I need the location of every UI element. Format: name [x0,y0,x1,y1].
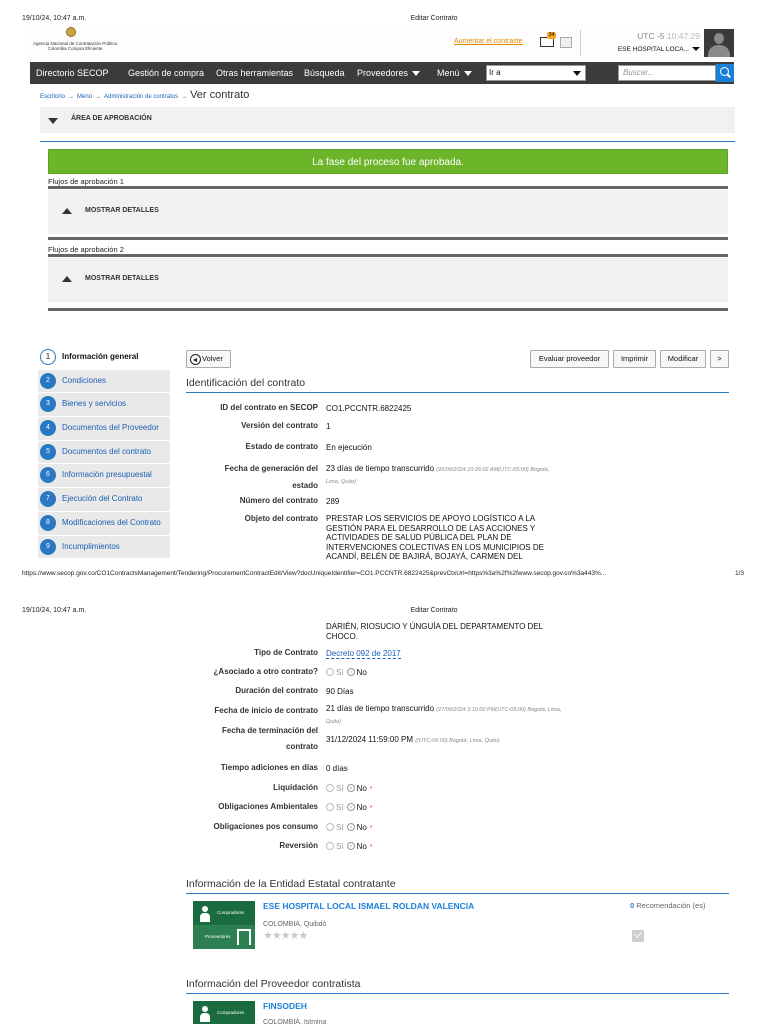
step-label: Información presupuestal [62,470,152,480]
chevron-down-icon [692,47,700,51]
field-label-line: Fecha de generación del [224,464,318,473]
nav-gestion[interactable]: Gestión de compra [128,68,205,78]
field-label: Versión del contrato [241,421,318,430]
recommendation-count [630,901,705,910]
caret-down-icon [412,71,420,76]
main-nav [30,62,734,84]
go-to-select[interactable] [486,65,586,81]
nav-proveedores[interactable] [357,62,432,84]
top-bar [30,27,734,59]
breadcrumb-arrow: → [95,94,102,100]
agency-logo[interactable] [30,27,120,59]
entity-selector[interactable] [590,46,700,53]
environmental-radio-group [326,803,566,814]
step-documentos-proveedor[interactable] [38,417,170,441]
contract-object-value-continued: DARIÉN, RIOSUCIO Y ÚNGUÍA DEL DEPARTAMENTO DEL CHOCO. [326,622,543,641]
step-number: 5 [40,444,56,460]
approval-area-toggle[interactable] [40,107,735,133]
nav-otras-herramientas[interactable]: Otras herramientas [216,68,294,78]
radio-yes-label: Sí [336,823,344,832]
search-input[interactable]: Buscar... [618,65,716,81]
document-icon[interactable] [560,37,572,48]
required-marker: * [369,786,373,793]
approval-flow-1-label: Flujos de aprobación 1 [48,177,124,186]
radio-no[interactable] [347,784,355,792]
radio-no[interactable] [347,668,355,676]
step-number: 7 [40,491,56,507]
print-title: Editar Contrato [410,607,458,614]
end-date-row [186,723,736,755]
radio-yes-label: Sí [336,668,344,677]
divider [186,993,729,994]
duration-value: 90 Días [326,687,354,696]
print-datetime: 19/10/24, 10:47 a.m. [22,607,87,614]
radio-yes[interactable] [326,823,334,831]
step-documentos-contrato[interactable] [38,441,170,465]
recommendation-number: 0 [630,901,635,910]
step-number: 1 [40,349,56,365]
field-label: Estado de contrato [245,442,318,451]
divider [48,237,728,240]
step-label: Condiciones [62,375,107,385]
contract-id-value: CO1.PCCNTR.6822425 [326,404,412,413]
step-label: Información general [62,352,139,361]
step-number: 9 [40,539,56,555]
show-details-label: MOSTRAR DETALLES [85,275,159,282]
field-label: ¿Asociado a otro contrato? [213,667,318,676]
entity-section-title: Información de la Entidad Estatal contratante [186,878,396,890]
buyers-label: Compradores [193,901,255,925]
recommendation-label: Recomendación (es) [636,901,706,910]
person-icon [199,1006,211,1022]
field-label: Obligaciones Ambientales [218,802,318,811]
contract-state-value: En ejecución [326,443,372,452]
supplier-location: COLOMBIA, Istmina [263,1019,327,1024]
mail-count-badge: 34 [548,32,555,38]
divider [40,141,735,142]
field-label-line: estado [292,481,318,490]
field-label: Número del contrato [239,496,318,505]
radio-no-label: No [356,784,367,793]
step-label: Ejecución del Contrato [62,494,143,504]
step-number: 3 [40,396,56,412]
nav-proveedores-label: Proveedores [357,68,409,78]
divider [580,30,581,56]
divider [186,392,729,393]
end-date-text: 31/12/2024 11:59:00 PM [326,735,414,744]
step-number: 4 [40,420,56,436]
reversion-radio-group [326,842,566,853]
buyers-label: Compradores [193,1001,255,1024]
print-url: https://www.secop.gov.co/CO1ContractsManagement/Tendering/ProcurementContractEdit/View?docUniqueIdentifier=CO1.PCCNTR.6822425&prevCtxUrl=https%3a%2f%2fwww.secop.gov.co%3a443%... [22,570,607,577]
contract-section-title: Identificación del contrato [186,377,306,389]
nav-menu-label: Menú [437,68,460,78]
print-page-number: 1/3 [734,570,744,577]
radio-yes[interactable] [326,668,334,676]
divider [48,186,728,189]
back-arrow-icon [190,354,201,365]
radio-yes[interactable] [326,842,334,850]
utc-label: UTC -5 [637,31,665,41]
back-label: Volver [202,354,223,363]
step-label: Documentos del Proveedor [62,423,159,433]
end-date-value [326,735,566,747]
supplier-section-title: Información del Proveedor contratista [186,978,361,990]
timestamp-subtext: (26/09/2024 10:26:02 AM(UTC-05:00) Bogotá, Lima, Quito) [326,467,550,485]
step-number: 6 [40,467,56,483]
step-label: Incumplimientos [62,541,120,551]
utc-time: 10:47:29 [666,31,700,41]
show-details-label: MOSTRAR DETALLES [85,207,159,214]
step-informacion-presupuestal[interactable] [38,464,170,488]
radio-no[interactable] [347,823,355,831]
checkbox-icon[interactable] [632,930,644,942]
breadcrumb-menu[interactable]: Menú [77,94,93,100]
caret-down-icon [573,71,581,76]
timestamp-subtext: (27/09/2024 3:10:00 PM(UTC-05:00) Bogotá, Lima, Quito) [326,707,562,725]
caret-up-icon [62,276,72,282]
step-condiciones[interactable] [38,370,170,394]
logo-text: Agencia Nacional de Contratación Pública Colombia Compra Eficiente [32,41,118,51]
mail-icon[interactable] [540,32,555,47]
radio-no-label: No [356,668,367,677]
step-sidebar [38,346,170,559]
breadcrumb-admin-contratos[interactable]: Administración de contratos [104,94,179,100]
utc-clock [590,31,700,41]
breadcrumb [40,89,249,101]
page-title: Ver contrato [190,89,250,101]
radio-yes[interactable] [326,784,334,792]
step-ejecucion-contrato[interactable] [38,488,170,512]
step-modificaciones-contrato[interactable] [38,512,170,536]
field-label [186,723,318,755]
generation-date-row [186,460,736,490]
field-label: Tipo de Contrato [254,648,318,657]
print-button[interactable]: Imprimir [613,350,656,368]
step-bienes-servicios[interactable] [38,393,170,417]
contract-type-value [326,649,566,659]
field-label: Obligaciones pos consumo [213,822,318,831]
approval-flow-2-label: Flujos de aprobación 2 [48,245,124,254]
radio-no[interactable] [347,842,355,850]
field-label: Liquidación [273,783,318,792]
radio-yes-label: Sí [336,784,344,793]
nav-menu[interactable] [437,62,485,84]
print-header [0,607,768,621]
radio-no[interactable] [347,803,355,811]
radio-no-label: No [356,803,367,812]
divider [48,254,728,257]
contract-version-value: 1 [326,422,331,431]
radio-yes-label: Sí [336,803,344,812]
required-marker: * [369,844,373,851]
additions-value: 0 días [326,764,348,773]
elapsed-text: 23 días de tiempo transcurrido [326,464,435,473]
contract-object-value: PRESTAR LOS SERVICIOS DE APOYO LOGÍSTICO A LA GESTIÓN PARA EL DESARROLLO DE LAS ACCIONES Y ACTIVIDADES DE SALUD PÚBLICA DEL PLAN DE INTERVENCIONES COLECTIVAS EN LOS MUNICIPIOS DE ACANDÍ, BELÉN DE BAJIRÁ, BOJAYÁ, CARMEN DEL [326,514,544,561]
suppliers-label: Proveedores [193,925,255,949]
radio-yes-label: Sí [336,842,344,851]
breadcrumb-arrow: → [181,94,188,100]
associated-radio-group [326,668,566,678]
radio-no-label: No [356,842,367,851]
house-icon [237,929,251,945]
step-label: Bienes y servicios [62,399,127,409]
breadcrumb-escritorio[interactable]: Escritorio [40,94,66,100]
divider [48,308,728,311]
radio-yes[interactable] [326,803,334,811]
contract-type-link[interactable]: Decreto 092 de 2017 [326,649,401,658]
caret-up-icon [62,208,72,214]
more-button[interactable]: > [710,350,729,368]
radio-no-label: No [356,823,367,832]
field-label [186,460,318,494]
step-incumplimientos[interactable] [38,536,170,560]
field-label: ID del contrato en SECOP [220,403,318,412]
evaluate-supplier-button[interactable]: Evaluar proveedor [530,350,609,368]
divider [186,893,729,894]
coat-of-arms-icon [66,27,76,37]
required-marker: * [369,805,373,812]
timezone-subtext: ((UTC-05:00) Bogotá, Lima, Quito) [415,738,500,744]
approval-flow-2-toggle[interactable] [48,258,728,302]
elapsed-text: 21 días de tiempo transcurrido [326,704,435,713]
go-to-value: Ir a [489,68,501,77]
step-informacion-general[interactable] [38,346,170,370]
entity-location: COLOMBIA, Quibdó [263,921,327,928]
supplier-profile-image [193,1001,255,1024]
field-label: Objeto del contrato [244,514,318,523]
step-number: 8 [40,515,56,531]
required-marker: * [369,825,373,832]
step-number: 2 [40,373,56,389]
approval-flow-1-toggle[interactable] [48,190,728,234]
avatar[interactable] [704,29,734,57]
field-label: Duración del contrato [235,686,318,695]
nav-directorio[interactable]: Directorio SECOP [36,68,109,78]
step-label: Modificaciones del Contrato [62,517,161,527]
contract-number-value: 289 [326,497,340,506]
entity-name: ESE HOSPITAL LOCA... [617,46,689,53]
field-label: Tiempo adiciones en días [220,763,318,772]
field-label: Fecha de inicio de contrato [214,706,318,715]
post-consumption-radio-group [326,823,566,834]
caret-down-icon [48,118,58,124]
modify-button[interactable]: Modificar [660,350,706,368]
phase-approved-banner: La fase del proceso fue aprobada. [48,149,728,174]
liquidation-radio-group [326,784,566,795]
field-label-line: contrato [286,742,318,751]
print-datetime: 19/10/24, 10:47 a.m. [22,15,87,22]
field-label: Reversión [279,841,318,850]
back-button[interactable] [186,350,231,368]
nav-busqueda[interactable]: Búsqueda [304,68,345,78]
step-label: Documentos del contrato [62,446,151,456]
rating-stars-icon: ★★★★★ [263,930,308,942]
print-title: Editar Contrato [410,15,458,22]
generation-date-value [326,464,556,487]
field-label-line: Fecha de terminación del [221,726,318,735]
caret-down-icon [464,71,472,76]
breadcrumb-arrow: → [68,94,75,100]
entity-profile-image [193,901,255,949]
increase-contrast-link[interactable]: Aumentar el contraste [454,38,523,45]
search-icon[interactable] [716,64,734,82]
supplier-name-link[interactable]: FINSODEH [263,1001,307,1011]
approval-area-label: ÁREA DE APROBACIÓN [71,115,152,122]
person-icon [199,906,211,922]
entity-name-link[interactable]: ESE HOSPITAL LOCAL ISMAEL ROLDAN VALENCIA [263,901,475,911]
